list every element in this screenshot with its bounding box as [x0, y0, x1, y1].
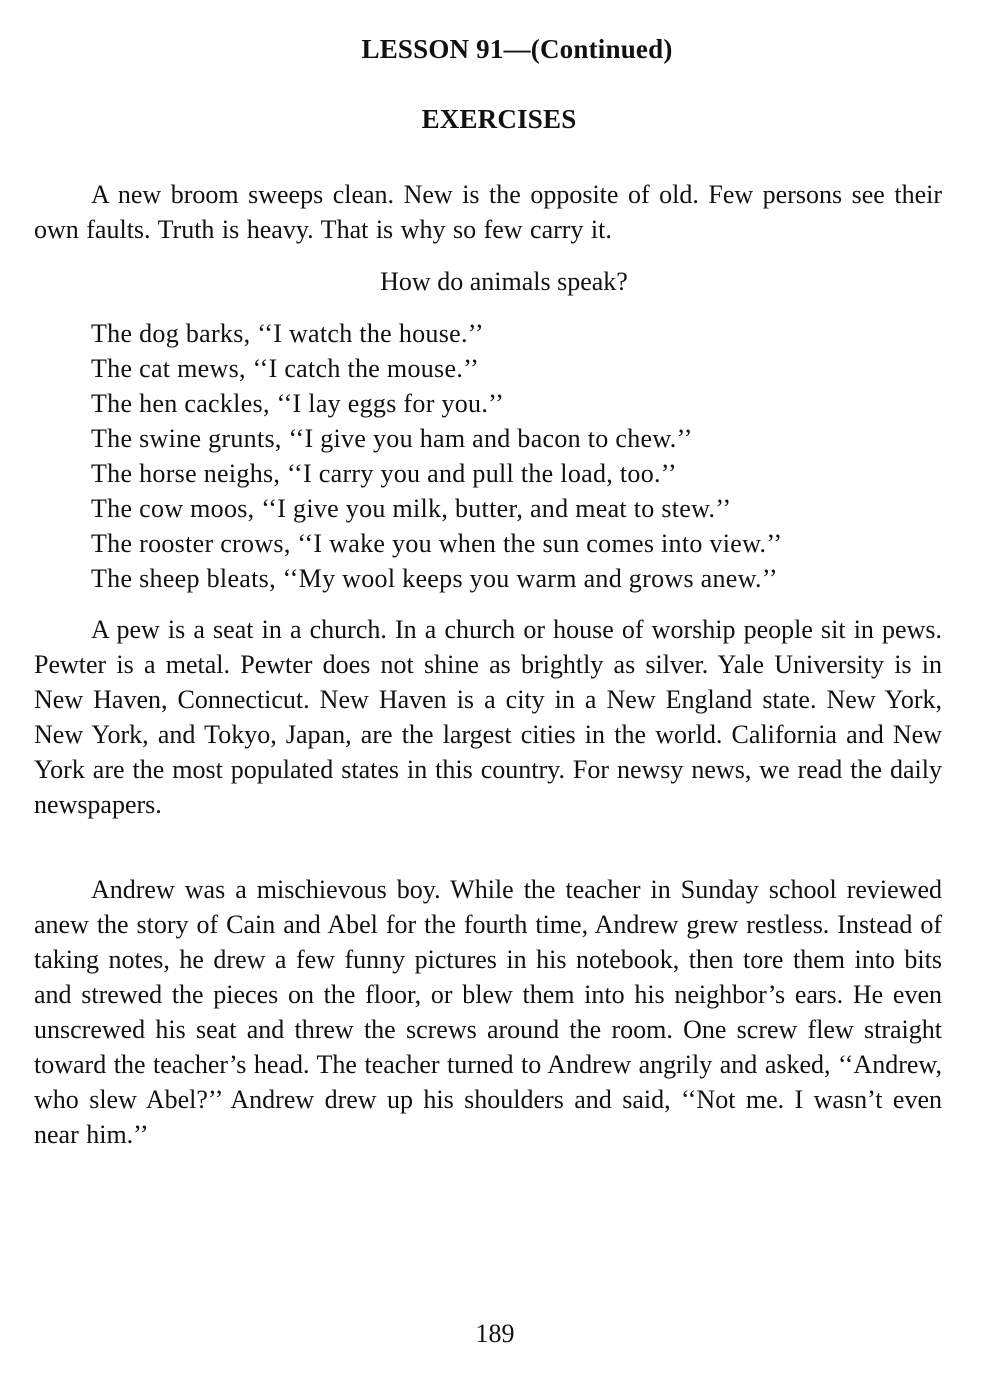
poem-line: The horse neighs, ‘‘I carry you and pull the load, too.’’ — [91, 459, 677, 488]
intro-paragraph: A new broom sweeps clean. New is the opposite of old. Few persons see their own faults. Truth is heavy. That is why so few carry it. — [34, 180, 942, 244]
poem-line: The sheep bleats, ‘‘My wool keeps you warm and grows anew.’’ — [91, 564, 778, 593]
lesson-title: LESSON 91—(Continued) — [361, 34, 673, 64]
book-page — [34, 0, 944, 1384]
animal-poem — [91, 316, 943, 596]
poem-line: The cat mews, ‘‘I catch the mouse.’’ — [91, 354, 480, 383]
page-number: 189 — [475, 1319, 515, 1348]
andrew-paragraph: Andrew was a mischievous boy. While the teacher in Sunday school reviewed anew the story of Cain and Abel for the fourth time, Andrew grew restless. Instead of taking notes, he drew a few funny pictures in his notebook, then tore them into bits and strewed the pieces on the floor, or blew them into his neighbor’s ears. He even unscrewed his seat and threw the screws around the room. One screw flew straight toward the teacher’s head. The teacher turned to Andrew angrily and asked, ‘‘Andrew, who slew Abel?’’ Andrew drew up his shoulders and said, ‘‘Not me. I wasn’t even near him.’’ — [34, 875, 942, 1149]
section-title: EXERCISES — [421, 104, 577, 134]
poem-line: The swine grunts, ‘‘I give you ham and bacon to chew.’’ — [91, 424, 693, 453]
question-line: How do animals speak? — [380, 267, 628, 296]
poem-line: The rooster crows, ‘‘I wake you when the sun comes into view.’’ — [91, 529, 783, 558]
poem-line: The hen cackles, ‘‘I lay eggs for you.’’ — [91, 389, 505, 418]
poem-line: The dog barks, ‘‘I watch the house.’’ — [91, 319, 484, 348]
poem-line: The cow moos, ‘‘I give you milk, butter, and meat to stew.’’ — [91, 494, 732, 523]
pew-paragraph: A pew is a seat in a church. In a church or house of worship people sit in pews. Pewter is a metal. Pewter does not shine as brightly as silver. Yale University is in New Haven, Connecticut. New Haven is a city in a New England state. New York, New York, and Tokyo, Japan, are the largest cities in the world. California and New York are the most populated states in this country. For newsy news, we read the daily newspapers. — [34, 615, 942, 819]
